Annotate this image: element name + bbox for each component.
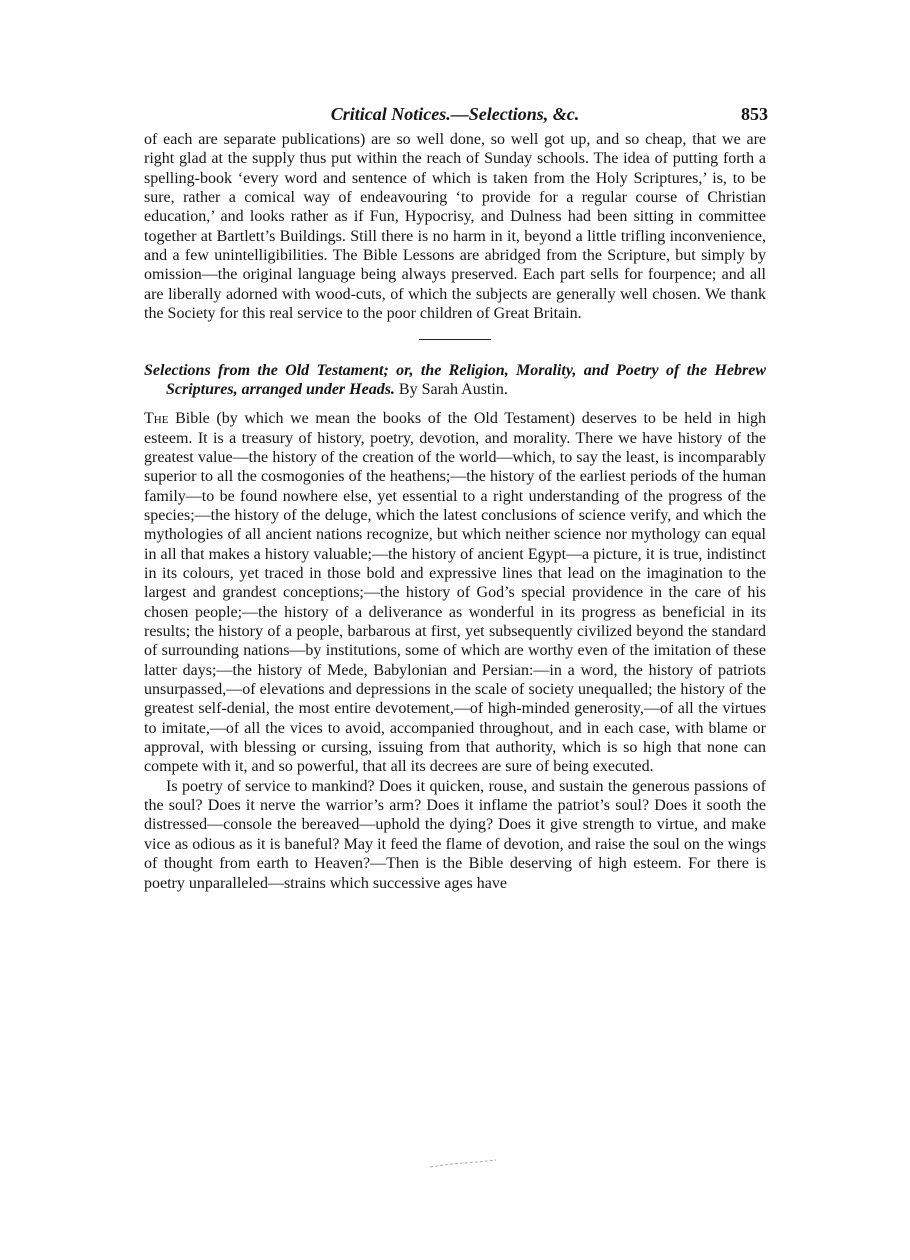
paragraph-1-text: Bible (by which we mean the books of the Old Testament) deserves to be held in high esteem. It is a treasury of history, poetry, devotion, and morality. There we have history of the greatest value—the history of the creation of the world—which, to say the least, is incomparably superior to all the cosmogonies of the heathens;—the history of the earliest periods of the human family—to be found nowhere else, yet essential to a right understanding of the progress of the species;—the history of the deluge, which the latest conclusions of science verify, and which the mythologies of all ancient nations recognize, but which neither science nor mythology can equal in all that makes a history valuable;—the history of ancient Egypt—a picture, it is true, indistinct in its colours, yet traced in those bold and expressive lines that lead on the imagination to the largest and grandest conceptions;—the history of God’s special providence in the care of his chosen people;—the history of a deliverance as wonderful in its progress as beneficial in its results; the history of a people, barbarous at first, yet subsequently civilized beyond the standard of surrounding nations—by institutions, some of which are worthy even of the imitation of these latter days;—the history of Mede, Babylonian and Persian:—in a word, the history of patriots unsurpassed,—of elevations and depressions in the scale of society unequalled; the history of the greatest self-denial, the most entire devotement,—of high-minded generosity,—of all the virtues to imitate,—of all the vices to avoid, accompanied throughout, and in each case, with blame or approval, with blessing or cursing, issuing from that authority, which is so high that none can compete with it, and so powerful, that all its decrees are sure of being executed. <box>144 410 766 776</box>
review-title: Selections from the Old Testament; or, the Religion, Morality, and Poetry of the Hebrew Scriptures, arranged under Heads. <box>144 362 766 399</box>
smudge-icon <box>428 1158 498 1170</box>
book-page <box>144 100 766 893</box>
print-smudge <box>428 1158 498 1170</box>
review-paragraph-1 <box>144 409 766 777</box>
review-paragraph-2: Is poetry of service to mankind? Does it quicken, rouse, and sustain the generous passions of the soul? Does it nerve the warrior’s arm? Does it inflame the patriot’s soul? Does it sooth the distressed—console the bereaved—uphold the dying? Does it give strength to virtue, and make vice as odious as it is baneful? May it feed the flame of devotion, and raise the soul on the wings of thought from earth to Heaven?—Then is the Bible deserving of high esteem. For there is poetry unparalleled—strains which successive ages have <box>144 777 766 892</box>
running-head-title: Critical Notices.—Selections, &c. <box>330 104 580 124</box>
review-author: By Sarah Austin. <box>398 381 508 399</box>
lead-word: The <box>144 410 169 428</box>
section-divider <box>419 339 491 340</box>
page-number: 853 <box>741 104 768 124</box>
running-head <box>144 100 766 130</box>
review-heading <box>144 362 766 400</box>
article-end-paragraph: of each are separate publications) are so well done, so well got up, and so cheap, that we are right glad at the supply thus put within the reach of Sunday schools. The idea of putting forth a spelling-book ‘every word and sentence of which is taken from the Holy Scriptures,’ is, to be sure, rather a comical way of endeavouring ‘to provide for a regular course of Christian education,’ and looks rather as if Fun, Hypocrisy, and Dulness had been sitting in committee together at Bartlett’s Buildings. Still there is no harm in it, beyond a little trifling inconvenience, and a few unintelligibilities. The Bible Lessons are abridged from the Scripture, but simply by omission—the original language being always preserved. Each part sells for fourpence; and all are liberally adorned with wood-cuts, of which the subjects are generally well chosen. We thank the Society for this real service to the poor children of Great Britain. <box>144 131 766 323</box>
